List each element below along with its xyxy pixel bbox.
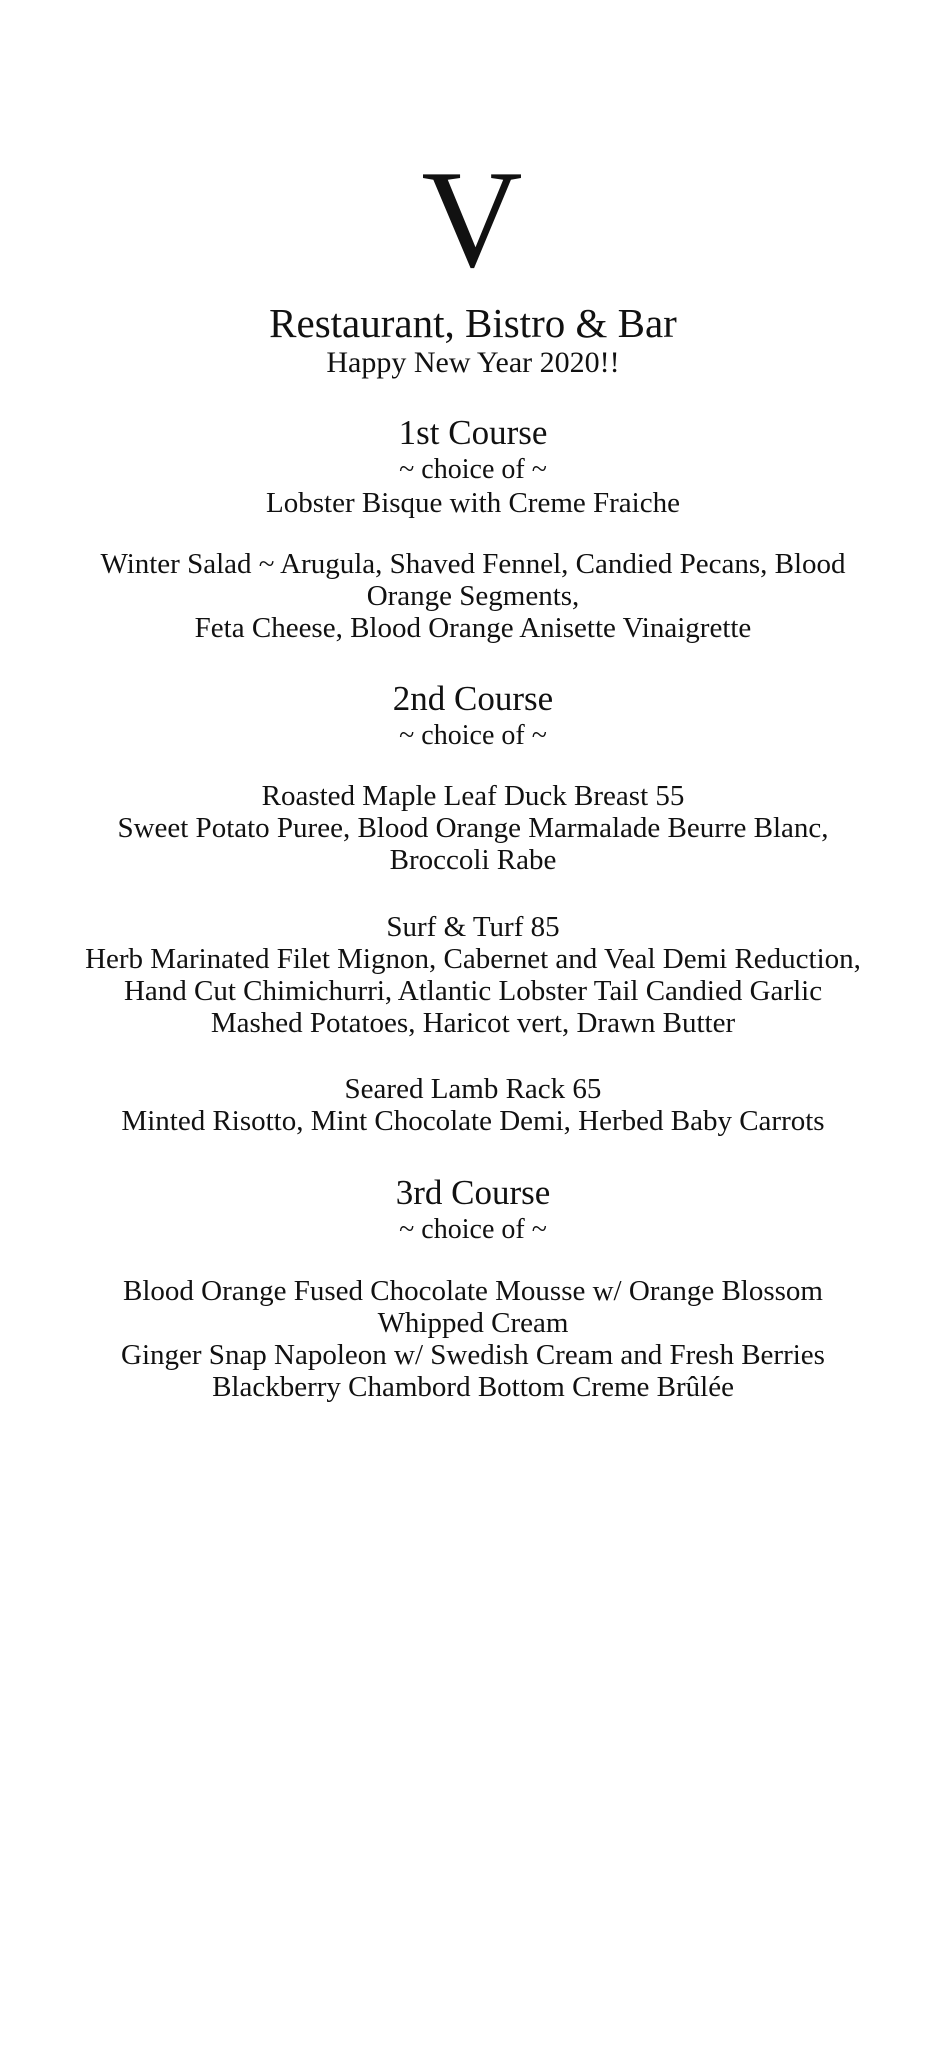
menu-item-line: Mashed Potatoes, Haricot vert, Drawn Butter (210, 1007, 736, 1039)
menu-item-line: Hand Cut Chimichurri, Atlantic Lobster Tail Candied Garlic (123, 975, 823, 1007)
menu-item-line: Broccoli Rabe (389, 844, 557, 876)
course-1-heading (40, 413, 906, 519)
menu-subtitle: Happy New Year 2020!! (326, 346, 620, 379)
menu-item-line: Winter Salad ~ Arugula, Shaved Fennel, Candied Pecans, Blood (100, 548, 846, 580)
course-3-heading (40, 1173, 906, 1247)
course-choice-note: ~ choice of ~ (399, 720, 547, 751)
course-title: 2nd Course (392, 679, 554, 718)
course-2-item-2 (40, 911, 906, 1039)
menu-item-line: Orange Segments, (366, 580, 580, 612)
menu-item-line: Minted Risotto, Mint Chocolate Demi, Herbed Baby Carrots (121, 1105, 825, 1137)
course-2-item-1 (40, 780, 906, 876)
menu-item-line: Sweet Potato Puree, Blood Orange Marmalade Beurre Blanc, (117, 812, 829, 844)
course-choice-note: ~ choice of ~ (399, 454, 547, 485)
course-2-item-3 (40, 1073, 906, 1137)
course-3-item-1 (40, 1275, 906, 1403)
menu-item-line: Ginger Snap Napoleon w/ Swedish Cream and Fresh Berries (121, 1339, 825, 1371)
menu-item-line: Lobster Bisque with Creme Fraiche (266, 487, 680, 519)
menu-item-line: Surf & Turf 85 (386, 911, 560, 943)
course-title: 1st Course (398, 413, 548, 452)
menu-item-line: Roasted Maple Leaf Duck Breast 55 (261, 780, 685, 812)
restaurant-name: Restaurant, Bistro & Bar (269, 300, 677, 346)
course-title: 3rd Course (395, 1173, 551, 1212)
menu-item-line: Herb Marinated Filet Mignon, Cabernet and Veal Demi Reduction, (85, 943, 861, 975)
logo: V (421, 142, 525, 297)
menu-item-line: Seared Lamb Rack 65 (344, 1073, 602, 1105)
menu-item-line: Whipped Cream (377, 1307, 569, 1339)
course-1-item-2 (40, 548, 906, 644)
menu-item-line: Blood Orange Fused Chocolate Mousse w/ Orange Blossom (123, 1275, 823, 1307)
course-2-heading (40, 679, 906, 753)
menu-item-line: Feta Cheese, Blood Orange Anisette Vinaigrette (194, 612, 752, 644)
course-choice-note: ~ choice of ~ (399, 1214, 547, 1245)
menu-item-line: Blackberry Chambord Bottom Creme Brûlée (212, 1371, 734, 1403)
